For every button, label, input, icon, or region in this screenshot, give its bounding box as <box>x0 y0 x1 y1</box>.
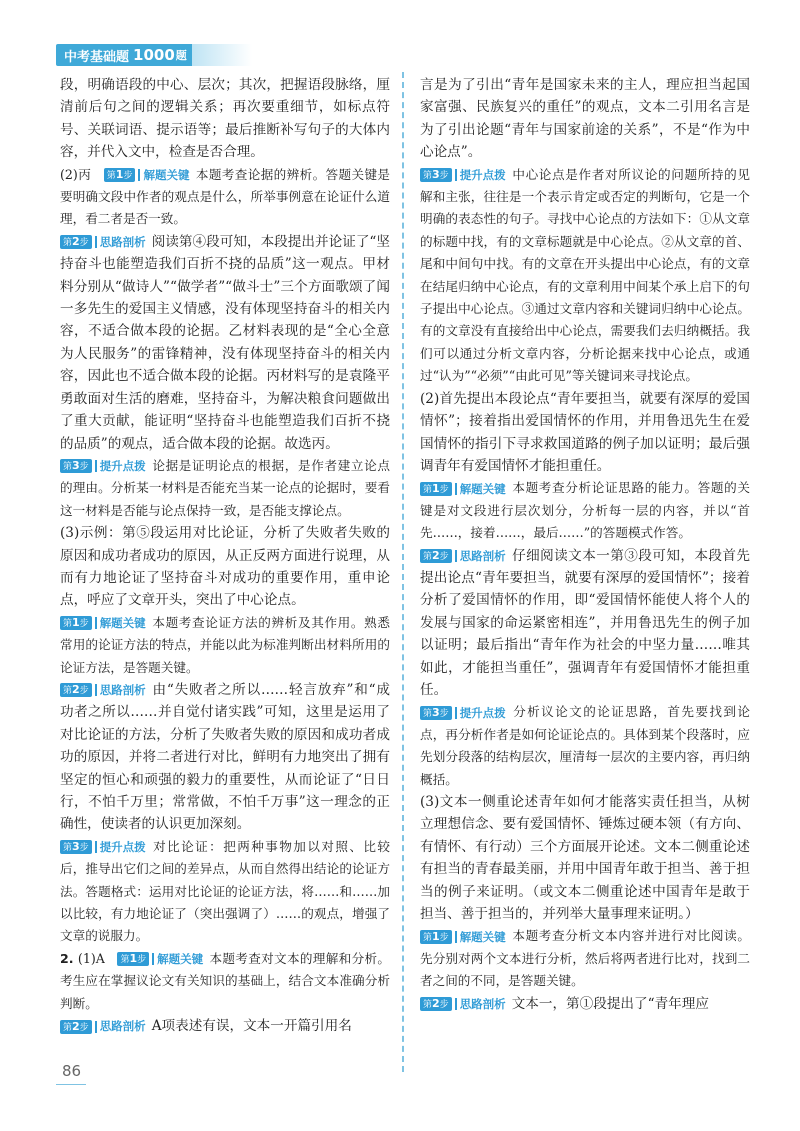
step-label: 思路剖析 <box>99 1019 146 1034</box>
paragraph-text: 仔细阅读文本一第③段可知，本段首先提出论点“青年要担当，就要有深厚的爱国情怀”；接着分析了爱国情怀的作用，即“爱国情怀能使人将个人的发展与国家的命运紧密相连”，并用鲁迅先生的例子加以证明；最后指出“青年作为社会的中坚力量……唯其如此，才能担当重任”，强调青年有爱国情怀才能担重任。 <box>420 547 750 698</box>
answer-paragraph <box>60 612 390 679</box>
page-number-rule <box>56 1084 86 1085</box>
badge-separator <box>95 1021 97 1033</box>
answer-paragraph <box>60 1015 390 1037</box>
paragraph-text: 言是为了引出“青年是国家未来的主人，理应担当起国家富强、民族复兴的重任”的观点，文本二引用名言是为了引出论题“青年与国家前途的关系”，不是“作为中心论点”。 <box>420 77 750 161</box>
step-digit: 3 <box>432 705 440 719</box>
paragraph-text: (2)首先提出本段论点“青年要担当，就要有深厚的爱国情怀”；接着指出爱国情怀的作用，并用鲁迅先生在爱国情怀的指引下寻求救国道路的例子加以证明；最后强调青年有爱国情怀才能担重任。 <box>420 390 750 474</box>
step-digit: 2 <box>72 1019 80 1033</box>
page-number: 86 <box>62 1062 82 1080</box>
step-label: 解题关键 <box>459 481 506 496</box>
series-count-suffix: 题 <box>175 49 187 62</box>
paragraph-text: 对比论证：把两种事物加以对照、比较后，推导出它们之间的差异点，从而自然得出结论的论证方法。答题格式：运用对比论证的论证方法，将……和……加以比较，有力地论证了（突出强调了）……的观点，增强了文章的说服力。 <box>60 838 390 944</box>
answer-paragraph <box>60 74 390 164</box>
step-number: 第3步 <box>420 168 452 182</box>
answer-paragraph <box>420 791 750 925</box>
paragraph-text: 本题考查对文本的理解和分析。考生应在掌握议论文有关知识的基础上，结合文本准确分析判断。 <box>60 950 391 1011</box>
step-number: 第2步 <box>420 549 452 563</box>
step-digit: 1 <box>129 952 138 966</box>
badge-separator <box>455 707 457 719</box>
paragraph-text: 论据是证明论点的根据，是作者建立论点的理由。分析某一材料是否能充当某一论点的论据时，要看这一材料是否能与论点保持一致，是否能支撑论点。 <box>60 457 390 518</box>
answer-paragraph <box>420 388 750 478</box>
answer-paragraph <box>420 477 750 544</box>
step-number: 第1步 <box>104 168 136 182</box>
step-number: 第2步 <box>60 235 92 249</box>
step-badge <box>60 234 146 250</box>
paragraph-text: 分析议论文的论证思路，首先要找到论点，再分析作者是如何论证论点的。具体到某个段落时，应先划分段落的结构层次，厘清每一层次的主要内容，再归纳概括。 <box>420 704 750 787</box>
answer-paragraph <box>420 701 750 791</box>
step-label: 提升点拨 <box>459 167 506 182</box>
step-number: 第3步 <box>60 840 92 854</box>
badge-separator <box>95 841 97 853</box>
answer-paragraph <box>420 164 750 388</box>
step-number: 第2步 <box>60 1020 92 1034</box>
step-badge <box>420 167 506 183</box>
step-badge <box>420 548 506 564</box>
step-number: 第1步 <box>420 482 452 496</box>
answer-paragraph <box>60 836 390 948</box>
answer-paragraph <box>60 231 390 455</box>
step-label: 思路剖析 <box>99 683 146 698</box>
answer-paragraph <box>60 522 390 612</box>
step-label: 思路剖析 <box>99 235 146 250</box>
step-digit: 3 <box>72 840 80 854</box>
badge-separator <box>95 460 97 472</box>
series-header-tag <box>56 44 197 66</box>
step-label: 解题关键 <box>99 616 146 631</box>
badge-separator <box>152 953 154 965</box>
step-digit: 1 <box>432 929 440 943</box>
badge-separator <box>95 236 97 248</box>
step-badge <box>117 951 203 967</box>
step-badge <box>420 705 506 721</box>
step-digit: 1 <box>115 168 124 182</box>
answer-paragraph <box>420 925 750 992</box>
paragraph-text: 本题考查分析论证思路的能力。答题的关键是对文段进行层次划分，分析每一层的内容，并以“首先……，接着……，最后……”的答题模式作答。 <box>420 480 750 541</box>
step-digit: 1 <box>72 616 80 630</box>
step-number: 第1步 <box>117 952 149 966</box>
badge-separator <box>455 169 457 181</box>
header-fade-decoration <box>192 44 252 66</box>
step-number: 第1步 <box>60 616 92 630</box>
step-label: 提升点拨 <box>459 705 506 720</box>
step-badge <box>60 458 146 474</box>
step-badge <box>420 996 506 1012</box>
series-count: 1000 <box>133 46 175 64</box>
paragraph-text: 本题考查论据的辨析。答题关键是要明确文段中作者的观点是什么，所举事例意在论证什么道理，看二者是否一致。 <box>60 166 390 227</box>
paragraph-text: 文本一，第①段提出了“青年理应 <box>511 995 709 1012</box>
step-digit: 3 <box>72 459 80 473</box>
step-label: 解题关键 <box>143 167 190 182</box>
answer-paragraph <box>420 545 750 702</box>
answer-prefix: (2)丙 <box>60 166 92 182</box>
step-badge <box>60 839 146 855</box>
step-label: 解题关键 <box>157 952 204 967</box>
answer-paragraph <box>420 993 750 1015</box>
paragraph-text: 本题考查论证方法的辨析及其作用。熟悉常用的论证方法的特点，并能以此为标准判断出材料所用的论证方法，是答题关键。 <box>60 614 390 675</box>
badge-separator <box>455 550 457 562</box>
right-column <box>420 74 750 1015</box>
badge-separator <box>138 169 140 181</box>
step-label: 解题关键 <box>459 929 506 944</box>
step-label: 思路剖析 <box>459 996 506 1011</box>
step-number: 第2步 <box>420 997 452 1011</box>
step-digit: 2 <box>72 683 80 697</box>
answer-paragraph <box>60 164 390 231</box>
step-digit: 3 <box>432 168 440 182</box>
badge-separator <box>95 617 97 629</box>
badge-separator <box>455 998 457 1010</box>
paragraph-text: 中心论点是作者对所议论的问题所持的见解和主张，往往是一个表示肯定或否定的判断句，它是一个明确的表态性的句子。寻找中心论点的方法如下：①从文章的标题中找，有的文章标题就是中心论点。②从文章的首、尾和中间句中找。有的文章在开头提出中心论点，有的文章在结尾归纳中心论点，有的文章利用中间某个承上启下的句子提出中心论点。③通过文章内容和关键词归纳中心论点。有的文章没有直接给出中心论点，需要我们去归纳概括。我们可以通过分析文章内容，分析论据来找中心论点，或通过“认为”“必须”“由此可见”等关键词来寻找论点。 <box>420 166 750 384</box>
answer-paragraph <box>60 455 390 522</box>
step-badge <box>420 929 506 945</box>
step-digit: 2 <box>432 549 440 563</box>
paragraph-text: 本题考查分析文本内容并进行对比阅读。先分别对两个文本进行分析，然后将两者进行比对，找到二者之间的不同，是答题关键。 <box>420 928 750 989</box>
badge-separator <box>455 931 457 943</box>
question-number: 2. <box>60 950 74 966</box>
left-column <box>60 74 390 1037</box>
step-badge <box>104 167 190 183</box>
step-badge <box>60 682 146 698</box>
series-name: 中考基础题 <box>64 49 130 65</box>
step-label: 提升点拨 <box>99 840 146 855</box>
step-digit: 2 <box>72 235 80 249</box>
step-number: 第2步 <box>60 683 92 697</box>
step-number: 第3步 <box>420 706 452 720</box>
answer-paragraph <box>60 679 390 836</box>
step-label: 提升点拨 <box>99 459 146 474</box>
paragraph-text: 段，明确语段的中心、层次；其次，把握语段脉络，厘清前后句之间的逻辑关系；再次要重细节，如标点符号、关联词语、提示语等；最后推断补写句子的大体内容，并代入文中，检查是否合理。 <box>60 77 390 161</box>
paragraph-text: A项表述有误，文本一开篇引用名 <box>151 1018 352 1035</box>
step-number: 第1步 <box>420 930 452 944</box>
badge-separator <box>455 483 457 495</box>
column-divider <box>402 72 404 1072</box>
badge-separator <box>95 684 97 696</box>
answer-paragraph <box>420 74 750 164</box>
answer-paragraph <box>60 948 390 1015</box>
step-label: 思路剖析 <box>459 548 506 563</box>
step-digit: 1 <box>432 481 440 495</box>
paragraph-text: (3)文本一侧重论述青年如何才能落实责任担当，从树立理想信念、要有爱国情怀、锤炼过硬本领（有方向、有情怀、有行动）三个方面展开论述。文本二侧重论述有担当的青春最美丽，并用中国青年敢于担当、善于担当的例子来证明。（或文本二侧重论述中国青年是敢于担当、善于担当的，并列举大量事理来证明。） <box>420 794 750 923</box>
step-badge <box>420 481 506 497</box>
paragraph-text: 由“失败者之所以……轻言放弃”和“成功者之所以……并自觉付诸实践”可知，这里是运用了对比论证的方法，分析了失败者失败的原因和成功者成功的原因，并将二者进行对比，鲜明有力地突出了拥有坚定的恒心和顽强的毅力的重要性，从而论证了“日日行，不怕千万里；常常做，不怕千万事”这一理念的正确性，使读者的认识更加深刻。 <box>60 681 390 833</box>
step-number: 第3步 <box>60 459 92 473</box>
step-badge <box>60 615 146 631</box>
paragraph-text: 阅读第④段可知，本段提出并论证了“坚持奋斗也能塑造我们百折不挠的品质”这一观点。甲材料分别从“做诗人”“做学者”“做斗士”三个方面歌颂了闻一多先生的爱国主义情感，没有体现坚持奋斗的相关内容，不适合做本段的论据。乙材料表现的是“全心全意为人民服务”的雷锋精神，没有体现坚持奋斗的相关内容，因此也不适合做本段的论据。丙材料写的是袁隆平勇敢面对生活的磨难，坚持奋斗，为解决粮食问题做出了重大贡献，能证明“坚持奋斗也能塑造我们百折不挠的品质”的观点，适合做本段的论据。故选丙。 <box>60 233 390 452</box>
paragraph-text: (3)示例：第⑤段运用对比论证，分析了失败者失败的原因和成功者成功的原因，从正反两方面进行说理，从而有力地论证了坚持奋斗对成功的重要作用，重申论点，呼应了文章开头，突出了中心论点。 <box>60 525 390 609</box>
step-badge <box>60 1019 146 1035</box>
answer-prefix: (1)A <box>77 950 105 966</box>
step-digit: 2 <box>432 997 440 1011</box>
